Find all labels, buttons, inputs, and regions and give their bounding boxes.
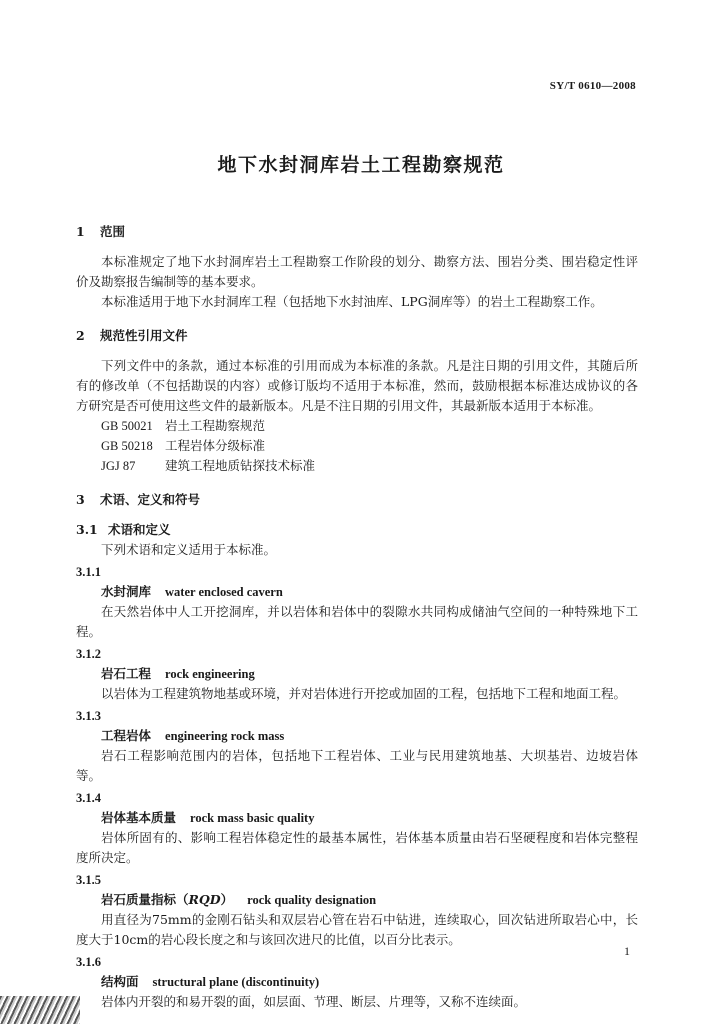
section-title: 规范性引用文件 <box>100 328 188 343</box>
section-number: 2 <box>76 328 85 343</box>
subsection-heading-terms-definitions <box>76 520 638 540</box>
term-english: rock mass basic quality <box>190 811 315 825</box>
term-definition: 用直径为75mm的金刚石钻头和双层岩心管在岩石中钻进，连续取心，回次钻进所取岩心中，长度大于10cm的岩心段长度之和与该回次进尺的比值，以百分比表示。 <box>76 912 638 947</box>
clause-number: 3.1.4 <box>76 791 101 805</box>
reference-name: 工程岩体分级标准 <box>165 438 266 453</box>
clause-number: 3.1.3 <box>76 709 101 723</box>
term-definition: 以岩体为工程建筑物地基或环境，并对岩体进行开挖或加固的工程，包括地下工程和地面工程。 <box>101 686 627 701</box>
term-chinese: 工程岩体 <box>101 728 152 743</box>
clause-number: 3.1.5 <box>76 873 101 887</box>
section-title: 术语、定义和符号 <box>100 492 201 507</box>
term-abbreviation: RQD <box>188 892 221 907</box>
reference-name: 建筑工程地质钻探技术标准 <box>165 458 316 473</box>
section-heading-terms <box>76 490 638 510</box>
standard-code: SY/T 0610—2008 <box>549 80 636 92</box>
document-title: 地下水封洞库岩土工程勘察规范 <box>217 154 505 176</box>
term-english: structural plane (discontinuity) <box>152 975 320 989</box>
clause-number: 3.1.1 <box>76 565 101 579</box>
subsection-title: 术语和定义 <box>108 522 171 537</box>
section-heading-scope <box>76 222 638 242</box>
subsection-number: 3.1 <box>76 522 98 537</box>
term-heading: 岩石质量指标（RQD） rock quality designation <box>101 892 377 907</box>
term-definition: 岩石工程影响范围内的岩体，包括地下工程岩体、工业与民用建筑地基、大坝基岩、边坡岩体等。 <box>76 748 638 783</box>
section-title: 范围 <box>100 224 126 239</box>
term-definition: 岩体所固有的、影响工程岩体稳定性的最基本属性，岩体基本质量由岩石坚硬程度和岩体完整程度所决定。 <box>76 830 638 865</box>
term-english: rock engineering <box>165 667 255 681</box>
term-chinese: 结构面 <box>101 974 139 989</box>
document-body <box>76 222 638 1012</box>
section-number: 1 <box>76 224 85 239</box>
term-english: rock quality designation <box>247 893 377 907</box>
reference-item <box>76 456 638 476</box>
scope-paragraph-2: 本标准适用于地下水封洞库工程（包括地下水封油库、LPG洞库等）的岩土工程勘察工作。 <box>101 294 603 309</box>
term-heading <box>76 808 638 828</box>
term-english: engineering rock mass <box>165 729 285 743</box>
reference-code: GB 50021 <box>101 419 153 433</box>
term-definition: 在天然岩体中人工开挖洞库，并以岩体和岩体中的裂隙水共同构成储油气空间的一种特殊地下工程。 <box>76 604 638 639</box>
clause-number: 3.1.6 <box>76 955 101 969</box>
reference-code: GB 50218 <box>101 439 153 453</box>
terms-intro: 下列术语和定义适用于本标准。 <box>101 542 277 557</box>
term-heading <box>76 664 638 684</box>
term-english: water enclosed cavern <box>165 585 283 599</box>
term-chinese: 岩体基本质量 <box>101 810 177 825</box>
reference-code: JGJ 87 <box>101 459 136 473</box>
page-number: 1 <box>624 944 630 958</box>
term-chinese: 水封洞库 <box>101 584 152 599</box>
term-definition: 岩体内开裂的和易开裂的面，如层面、节理、断层、片理等，又称不连续面。 <box>101 994 527 1009</box>
term-heading <box>76 726 638 746</box>
term-chinese: 岩石质量指标 <box>101 892 177 907</box>
section-number: 3 <box>76 492 85 507</box>
clause-number: 3.1.2 <box>76 647 101 661</box>
reference-name: 岩土工程勘察规范 <box>165 418 266 433</box>
scope-paragraph-1: 本标准规定了地下水封洞库岩土工程勘察工作阶段的划分、勘察方法、围岩分类、围岩稳定性评价及勘察报告编制等的基本要求。 <box>76 254 638 289</box>
term-heading <box>76 582 638 602</box>
term-chinese: 岩石工程 <box>101 666 152 681</box>
reference-item <box>76 436 638 456</box>
section-heading-normative-references <box>76 326 638 346</box>
scan-artifact <box>0 996 80 1024</box>
references-paragraph: 下列文件中的条款，通过本标准的引用而成为本标准的条款。凡是注日期的引用文件，其随后所有的修改单（不包括勘误的内容）或修订版均不适用于本标准，然而，鼓励根据本标准达成协议的各方研究是否可使用这些文件的最新版本。凡是不注日期的引用文件，其最新版本适用于本标准。 <box>76 358 638 413</box>
term-heading <box>76 972 638 992</box>
reference-item <box>76 416 638 436</box>
